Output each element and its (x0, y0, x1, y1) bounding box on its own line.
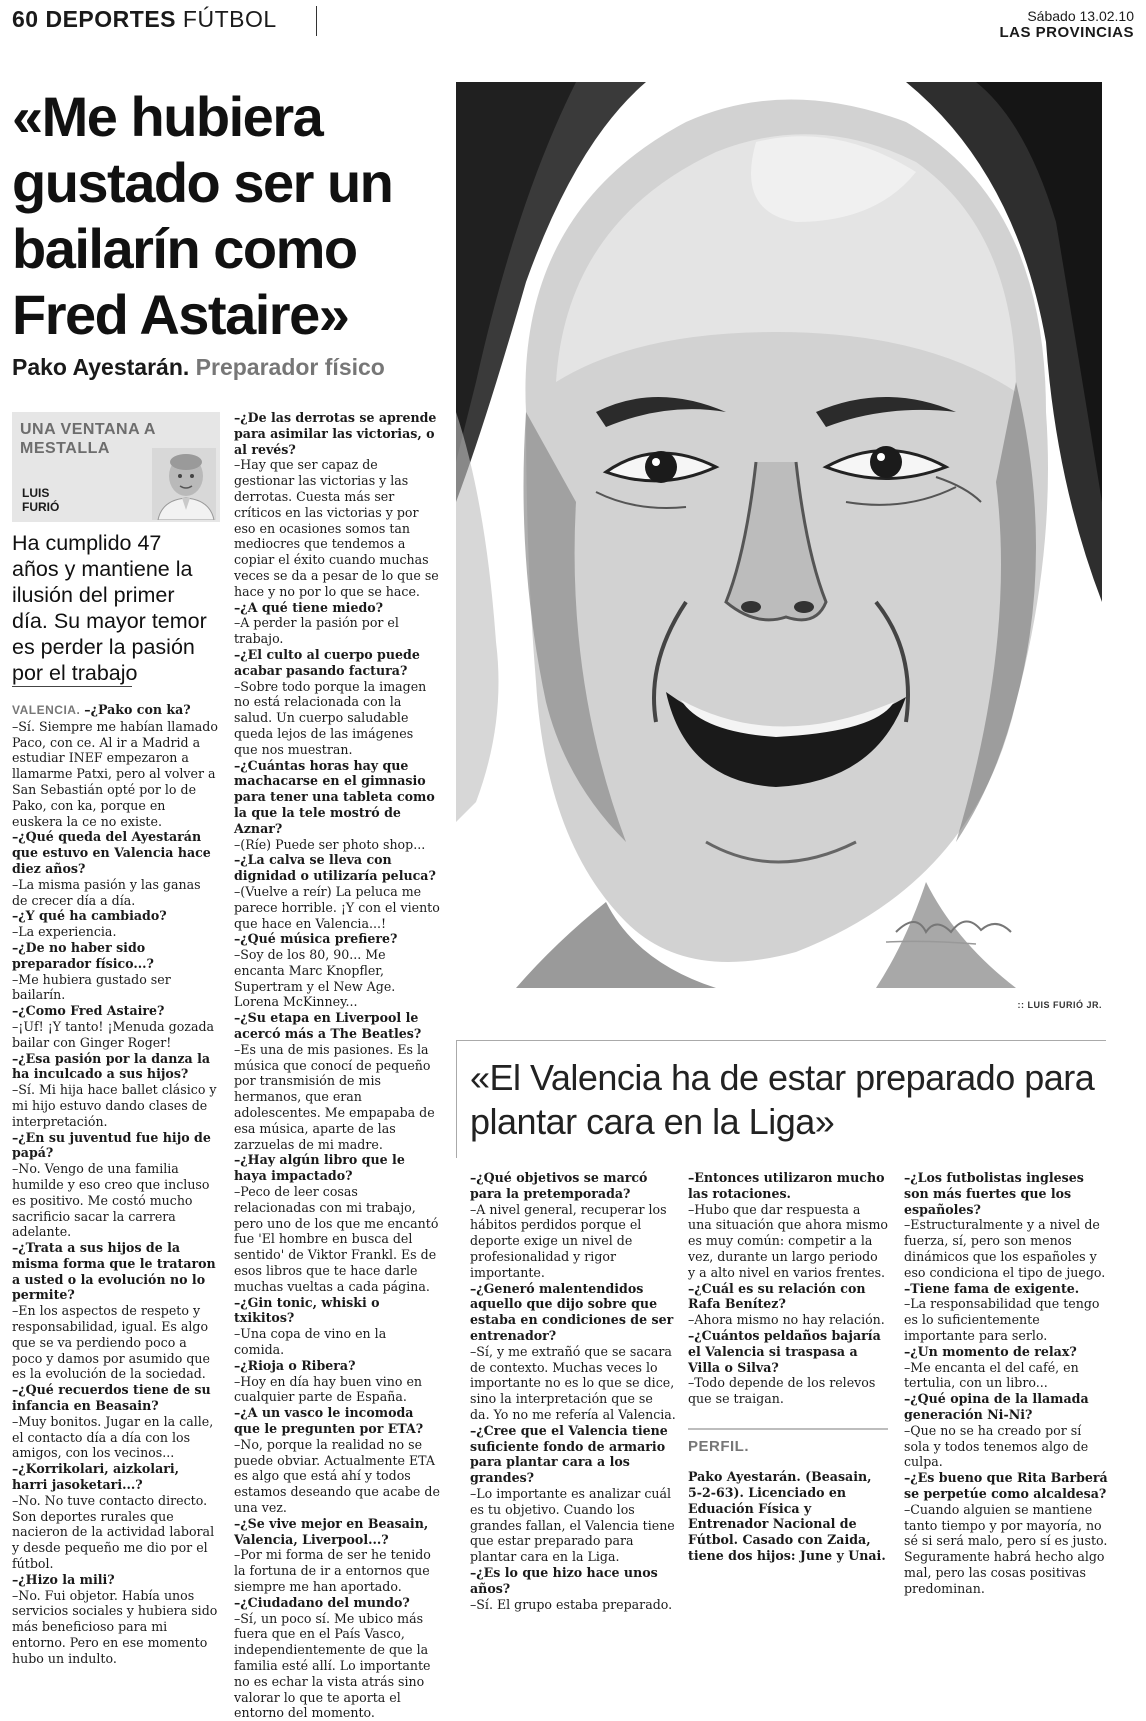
question: –¿Gin tonic, whiski o txikitos? (234, 1294, 380, 1326)
question: –¿Un momento de relax? (904, 1343, 1077, 1359)
interview-column-3 (470, 1170, 676, 1612)
answer: –Hubo que dar respuesta a una situación que ahora mismo es muy común: competir a la vez, durante un largo periodo y a alto nivel en varios frentes. (688, 1201, 888, 1280)
answer: –No, porque la realidad no se puede obviar. Actualmente ETA es algo que está ahí y todos estamos deseando que acabe de una vez. (234, 1436, 440, 1515)
question: –¿A qué tiene miedo? (234, 599, 384, 615)
pull-quote: «El Valencia ha de estar preparado para plantar cara en la Liga» (470, 1057, 1095, 1142)
issue-date: Sábado 13.02.10 (1027, 8, 1134, 24)
answer: –En los aspectos de respeto y responsabilidad, igual. Es algo que se va perdiendo poco a poco y damos por asumido que es la evolución de la sociedad. (12, 1303, 210, 1382)
answer: –A nivel general, recuperar los hábitos perdidos porque el deporte exige un nivel de profesionalidad y rigor importante. (470, 1201, 667, 1280)
profile-rule (688, 1428, 888, 1430)
answer: –Sí. El grupo estaba preparado. (470, 1596, 673, 1612)
question: –¿La calva se lleva con dignidad o utilizaría peluca? (234, 852, 436, 884)
lede: Ha cumplido 47 años y mantiene la ilusión del primer día. Su mayor temor es perder la pasión por el trabajo (12, 531, 207, 685)
portrait-illustration (456, 82, 1102, 988)
interview-column-4 (688, 1170, 888, 1407)
question: –¿Generó malentendidos aquello que dijo sobre que estaba en condiciones de ser entrenador? (470, 1280, 674, 1343)
answer: –Cuando alguien se mantiene tanto tiempo y por mayoría, no sé si será malo, pero sí es justo. Seguramente habrá hecho algo mal, pero las cosas positivas predominan. (904, 1501, 1108, 1596)
question: –¿Se vive mejor en Beasain, Valencia, Liverpool...? (234, 1515, 429, 1547)
answer: –Hay que ser capaz de gestionar las victorias y las derrotas. Cuesta más ser críticos en las victorias y por eso en ocasiones somos tan mediocres que tendemos a copiar el éxito cuando muchas veces se da a pesar de lo que se hace y no por lo que se hace. (234, 457, 439, 599)
answer: –Lo importante es analizar cuál es tu objetivo. Cuando los grandes fallan, el Valencia tiene que estar preparado para plantar cara en la Liga. (470, 1485, 675, 1565)
section-label (12, 6, 277, 33)
quote-left-rule (456, 1040, 457, 1158)
profile-box (688, 1428, 888, 1564)
question: –¿Qué opina de la llamada generación Ni-Ni? (904, 1391, 1089, 1422)
answer: –No. Fui objetor. Había unos servicios sociales y hubiera sido más beneficioso para mi entorno. Pero en ese momento hubo un indulto. (12, 1587, 218, 1666)
section-name: DEPORTES (45, 6, 177, 32)
question: –¿De las derrotas se aprende para asimilar las victorias, o al revés? (234, 410, 437, 457)
answer: –Peco de leer cosas relacionadas con mi trabajo, pero uno de los que me encantó fue 'El hombre en busca del sentido' de Viktor Frankl. Es de esos libros que te hace darle muchas vueltas a cada página. (234, 1184, 439, 1294)
question: –¿El culto al cuerpo puede acabar pasando factura? (234, 646, 420, 678)
question: –¿Qué objetivos se marcó para la pretemporada? (470, 1170, 648, 1201)
interview-column-1 (12, 702, 218, 1667)
quote-top-rule (456, 1040, 1106, 1041)
answer: –Todo depende de los relevos que se traigan. (688, 1375, 876, 1407)
columnist-photo (152, 448, 216, 520)
question: –¿Pako con ka? (84, 702, 191, 717)
question: –¿Hizo la mili? (12, 1571, 115, 1587)
answer: –La responsabilidad que tengo es lo suficientemente importante para serlo. (904, 1296, 1100, 1343)
question: –¿Ciudadano del mundo? (234, 1594, 410, 1610)
answer: –La misma pasión y las ganas de crecer día a día. (12, 876, 201, 908)
interview-column-2 (234, 410, 440, 1721)
answer: –(Vuelve a reír) La peluca me parece horrible. ¡Y con el viento que hace en Valencia...! (234, 883, 440, 931)
dateline-city: VALENCIA. (12, 703, 81, 717)
page-number: 60 (12, 6, 39, 32)
question: –¿Qué música prefiere? (234, 931, 398, 947)
question: –¿Como Fred Astaire? (12, 1003, 165, 1019)
question: –¿Cuál es su relación con Rafa Benítez? (688, 1280, 866, 1312)
interview-column-5 (904, 1170, 1110, 1597)
question: –¿Y qué ha cambiado? (12, 908, 167, 924)
question: –¿En su juventud fue hijo de papá? (12, 1129, 211, 1161)
question: –¿Rioja o Ribera? (234, 1357, 356, 1373)
question: –¿A un vasco le incomoda que le pregunten por ETA? (234, 1405, 424, 1436)
question: –¿Qué recuerdos tiene de su infancia en Beasain? (12, 1382, 211, 1414)
subject-line (12, 354, 385, 381)
answer: –(Ríe) Puede ser photo shop... (234, 836, 426, 852)
subject-role: Preparador físico (195, 354, 385, 380)
column-author: LUIS FURIÓ (22, 486, 60, 514)
question: –¿Qué queda del Ayestarán que estuvo en Valencia hace diez años? (12, 829, 211, 876)
question: –¿Los futbolistas ingleses son más fuertes que los españoles? (904, 1170, 1084, 1217)
answer: –Por mi forma de ser he tenido la fortuna de ir a entornos que siempre me han aportado. (234, 1547, 431, 1594)
header-right (999, 8, 1134, 41)
answer: –Sí. Mi hija hace ballet clásico y mi hijo estuvo dando clases de interpretación. (12, 1082, 217, 1129)
question: –¿Cuántos peldaños bajaría el Valencia si traspasa a Villa o Silva? (688, 1327, 881, 1375)
answer: –Muy bonitos. Jugar en la calle, el contacto día a día con los amigos, con los vecinos... (12, 1413, 214, 1461)
subsection-name: FÚTBOL (182, 6, 277, 32)
question: –¿Trata a sus hijos de la misma forma que le trataron a usted o la evolución no lo permite? (12, 1240, 216, 1303)
answer: –Soy de los 80, 90... Me encanta Marc Knopfler, Supertram y el New Age. Lorena McKinney... (234, 947, 396, 1010)
question: –¿Korrikolari, aizkolari, harri jasoketari...? (12, 1461, 180, 1493)
answer: –Una copa de vino en la comida. (234, 1326, 387, 1358)
profile-body: Pako Ayestarán. (Beasain, 5-2-63). Licenciado en Eduación Física y Entrenador Nacional de Fútbol. Casado con Zaida, tiene dos hijos: June y Unai. (688, 1469, 886, 1563)
answer: –Sobre todo porque la imagen no está relacionada con la salud. Un cuerpo saludable queda lejos de las imágenes que nos muestran. (234, 678, 427, 757)
question: –Tiene fama de exigente. (904, 1280, 1080, 1296)
profile-heading: PERFIL. (688, 1438, 750, 1455)
answer: –Estructuralmente y a nivel de fuerza, sí, pero son menos dinámicos que los españoles y eso condiciona el tipo de juego. (904, 1217, 1106, 1280)
question: –¿Hay algún libro que le haya impactado? (234, 1152, 405, 1184)
question: –¿Es lo que hizo hace unos años? (470, 1564, 658, 1596)
question: –¿De no haber sido preparador físico...? (12, 939, 154, 971)
question: –¿Esa pasión por la danza la ha inculcado a sus hijos? (12, 1050, 211, 1082)
column-box (12, 412, 220, 522)
headline: «Me hubiera gustado ser un bailarín como Fred Astaire» (12, 85, 393, 346)
answer: –Es una de mis pasiones. Es la música que conocí de pequeño por transmisión de mis hermanos, que eran adolescentes. Me empapaba de esa música, aparte de las zarzuelas de mi madre. (234, 1041, 435, 1152)
lede-underline (12, 686, 132, 687)
question: –¿Cree que el Valencia tiene suficiente fondo de armario para plantar cara a los grandes? (470, 1422, 668, 1486)
column-kicker: UNA VENTANA A MESTALLA (20, 421, 156, 457)
answer: –Sí, y me extrañó que se sacara de contexto. Muchas veces lo importante no es lo que se dice, sino la interpretación que se da. Yo no me refería al Valencia. (470, 1343, 676, 1422)
answer: –Me encanta el del café, en tertulia, con un libro... (904, 1359, 1079, 1391)
header-divider (316, 6, 317, 36)
question: –¿Cuántas horas hay que machacarse en el gimnasio para tener una tableta como la que la tele mostró de Aznar? (234, 757, 435, 836)
question: –¿Su etapa en Liverpool le acercó más a The Beatles? (234, 1010, 422, 1042)
question: –¿Es bueno que Rita Barberá se perpetúe como alcaldesa? (904, 1470, 1108, 1501)
answer: –Que no se ha creado por sí sola y todos tenemos algo de culpa. (904, 1422, 1089, 1470)
photo-credit: :: LUIS FURIÓ JR. (1017, 1000, 1102, 1010)
answer: –A perder la pasión por el trabajo. (234, 615, 399, 647)
answer: –No. Vengo de una familia humilde y eso creo que incluso es positivo. Me costó mucho sacrificio sacar la carrera adelante. (12, 1161, 210, 1240)
page-header (12, 6, 1134, 40)
answer: –Sí, un poco sí. Me ubico más fuera que en el País Vasco, independientemente de que la familia esté allí. Lo importante no es echar la vista atrás sino valorar lo que te aporta el entorno del momento. (234, 1610, 431, 1721)
answer: –Ahora mismo no hay relación. (688, 1312, 885, 1328)
question: –Entonces utilizaron mucho las rotaciones. (688, 1170, 885, 1201)
answer: –Hoy en día hay buen vino en cualquier parte de España. (234, 1373, 423, 1405)
answer: –No. No tuve contacto directo. Son deportes rurales que nacieron de la actividad laboral y desde pequeño me dio por el fútbol. (12, 1492, 215, 1572)
publication-name: LAS PROVINCIAS (999, 24, 1134, 41)
subject-name: Pako Ayestarán. (12, 354, 190, 380)
answer: –Me hubiera gustado ser bailarín. (12, 971, 171, 1003)
answer: –Sí. Siempre me habían llamado Paco, con ce. Al ir a Madrid a estudiar INEF empezaron a llamarme Patxi, pero al volver a San Sebastián opté por lo de Pako, con ka, porque en euskera la ce no existe. (12, 718, 218, 829)
answer: –La experiencia. (12, 924, 117, 940)
answer: –¡Uf! ¡Y tanto! ¡Menuda gozada bailar con Ginger Roger! (12, 1018, 215, 1050)
